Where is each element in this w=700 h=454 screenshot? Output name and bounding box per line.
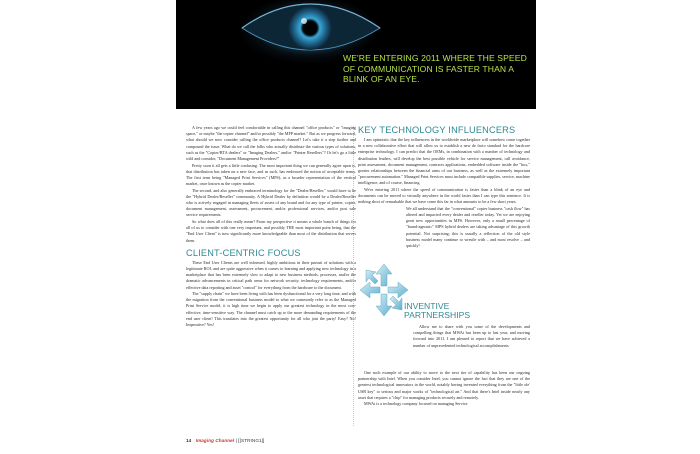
hero-headline: WE'RE ENTERING 2011 WHERE THE SPEED OF COMMUNICATION IS FASTER THAN A BLINK OF AN EYE.: [343, 53, 527, 84]
hero-banner: [176, 0, 536, 109]
arrows-illustration: [358, 262, 410, 318]
paragraph: The "supply chain" we have been living with has been dysfunctional for a very long time, and with the migration from the conventional business model to what we commonly refer to as the Managed Print Service model, it is high time we begin to apply our greatest technology in the most cost-effective, time-sensitive way. The channel must catch up to the more demanding requirements of the end user client! This translates into the greatest opportunity for all who join the party! Easy? No! Imperative? Yes!: [186, 291, 356, 328]
left-column: [186, 125, 356, 329]
paragraph: The second, and also generally embraced terminology for the "Dealer/Reseller," would have to be the "Hybrid Dealer/Reseller" community. A Hybrid Dealer by definition would be a Dealer/Reseller who is actively engaged in managing fleets of assets of any brand and for any type of printer, copier, document management, assessment, procurement, and/or professional services, and/or post sale service requirements.: [186, 187, 356, 218]
paragraph: Allow me to share with you some of the developments and compelling things that MWAi has been up to last year, and moving forward into 2011. I am pleased to report that we have achieved a number of unprecedented technological accomplishments.: [413, 324, 530, 348]
paragraph: These End User Clients are well informed, highly ambitious in their pursuit of solutions with a legitimate ROI, and are quite aggressive when it comes to learning and applying new technology in a marketplace that has been extremely slow to adapt to new business methods, processes, and/or the dramatic advancements in critical path areas for network security, technology requirements, and/or effective data reporting and asset "control" for everything from the hardware to the document.: [186, 259, 356, 290]
paragraph: One such example of our ability to move to the next tier of capability has been our ongoing partnership with Intel. When you consider Intel, you cannot ignore the fact that they are one of the greatest technological innovators in the world, notably having invented everything from the "little ole' USB key" to serious and major works of "technological art." And that there's Intel inside nearly any asset that requires a "chip" for managing products securely and remotely.: [358, 370, 530, 400]
paragraph: I am optimistic that the key influencers in the worldwide marketplace will somehow come together in a new collaborative effort that will allow us to establish a new de facto standard for the hardcore enterprise technology. I can predict that the OEMs, in combination with a number of technology and distribution leaders, will develop the best possible vehicle for service management, call avoidance, print assessment, document management, contracts applications, embedded software inside the "box," greater relationships between the financial arms of our business, as well as the extremely important "procurement automation." Managed Print Services must include compatible supplies, service, machine intelligence, and of course, financing.: [358, 137, 530, 186]
paragraph: We all understand that the "conventional" copier business "cash flow" has altered and impacted every dealer and reseller today. Yet we are enjoying great new opportunities in MPS. However, only a small percentage of "brand-agnostic" MPS hybrid dealers are taking advantage of this growth potential. Not surprising; this is usually a reflection of the old style business model many continue to wrestle with – and most resolve – and quickly!: [406, 205, 530, 249]
paragraph: So what does all of this really mean? From my perspective it means a whole bunch of things for all of us to consider with one very important, and possibly THE most important point being, that the "End User Client" is now significantly more knowledgeable than most of the distribution that serves them.: [186, 218, 356, 243]
paragraph: MWAi is a technology company focused on managing Service: [364, 401, 468, 407]
section-heading-client-centric: CLIENT-CENTRIC FOCUS: [186, 247, 301, 258]
paragraph: A few years ago we could feel comfortable in calling this channel "office products" or "imaging space," or maybe "the copier channel" and/or possibly "the MFP market." But as we progress forward, what should we now consider calling the office products channel? Let's take it a step further and compound the issue. What do we call the folks who actually distribute the various types of solutions, such as the "Copier/BTA dealers" or "Imaging Dealers," and/or "Printer Resellers"? Or let's go a little wild and consider, "Document Management Providers?": [186, 125, 356, 162]
page-number: 14: [186, 438, 192, 443]
footer-string: [[STRING1]]: [238, 438, 265, 443]
section-heading-inventive: INVENTIVE PARTNERSHIPS: [404, 301, 471, 320]
page-footer: [186, 438, 264, 443]
footer-separator: |: [235, 438, 237, 443]
section-heading-key-technology: KEY TECHNOLOGY INFLUENCERS: [358, 125, 516, 135]
brand-name: Imaging Channel: [195, 438, 235, 443]
wrap-paragraph-block: [413, 324, 530, 349]
paragraph: Pretty soon it all gets a little confusing. The most important thing we can generally agree upon is, that distribution has taken on a new face, and as such, has embraced the notion of acceptable terms. The first term being "Managed Print Services" (MPS), as a broader representation of the vertical market, once known as the copier market.: [186, 162, 356, 187]
right-column-bottom: [358, 370, 530, 407]
right-column-top: [358, 125, 530, 250]
paragraph: We're entering 2011 where the speed of communication is faster than a blink of an eye and documents can be moved to virtually anywhere in the world faster than I can type this sentence. It is nothing short of remarkable that we have come this far in what amounts to be a few short years.: [358, 186, 530, 205]
